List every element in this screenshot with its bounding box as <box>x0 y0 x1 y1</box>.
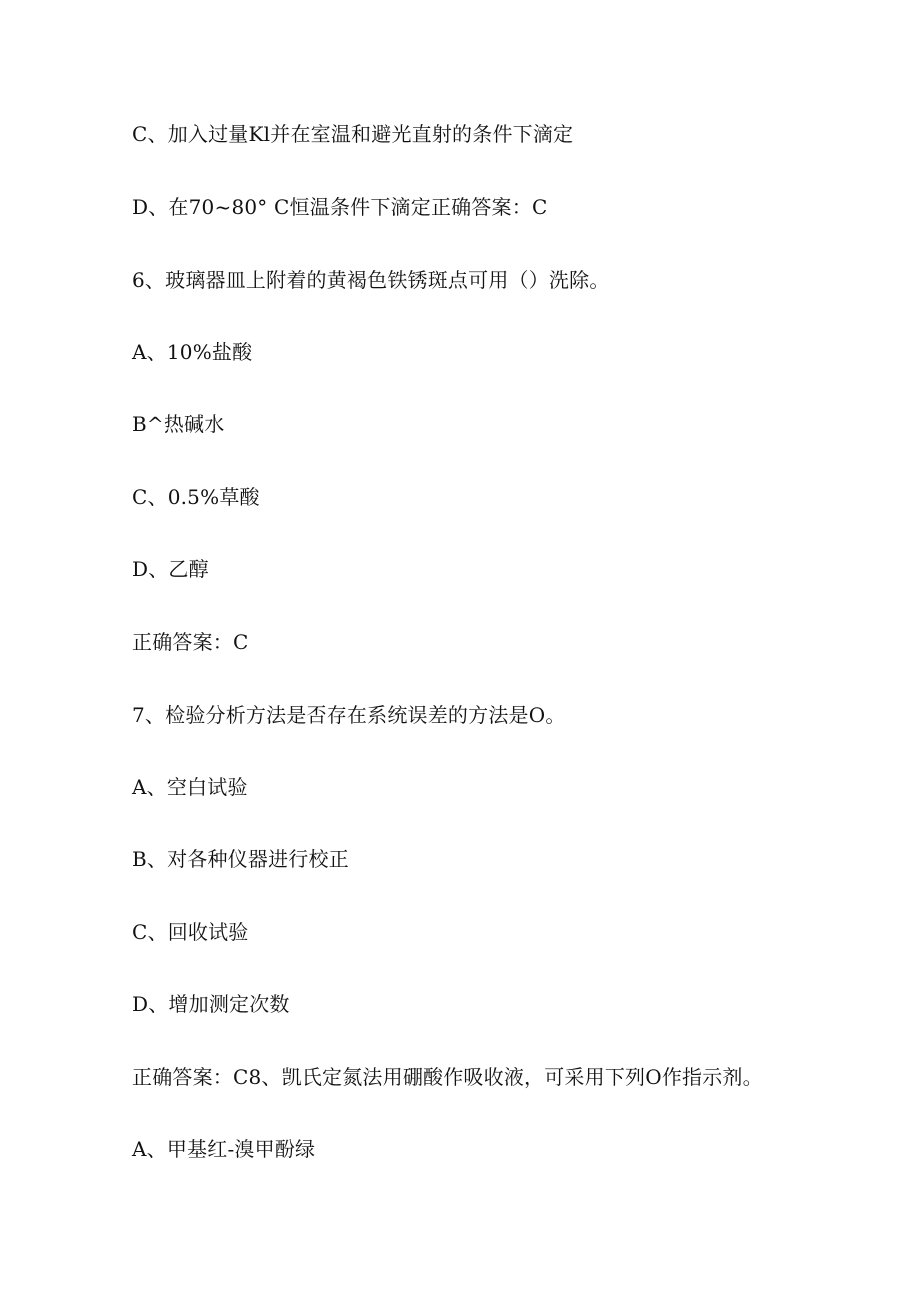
question-6-option-d: D、乙醇 <box>132 557 209 581</box>
question-6-option-a: A、10%盐酸 <box>132 340 253 364</box>
option-c-line: C、加入过量Kl并在室温和避光直射的条件下滴定 <box>132 122 574 146</box>
answer-and-question-8: 正确答案：C8、凯氏定氮法用硼酸作吸收液，可采用下列O作指示剂。 <box>132 1065 763 1089</box>
question-7-option-a: A、空白试验 <box>132 775 248 799</box>
question-6: 6、玻璃器皿上附着的黄褐色铁锈斑点可用（）洗除。 <box>132 268 610 292</box>
question-6-option-b: B^热碱水 <box>132 412 225 436</box>
question-6-option-c: C、0.5%草酸 <box>132 485 260 509</box>
question-7: 7、检验分析方法是否存在系统误差的方法是O。 <box>132 703 566 727</box>
question-6-answer: 正确答案：C <box>132 630 249 654</box>
option-d-with-answer-line: D、在70~80° C恒温条件下滴定正确答案：C <box>132 195 548 219</box>
question-7-option-c: C、回收试验 <box>132 920 249 944</box>
question-8-option-a: A、甲基红-溴甲酚绿 <box>132 1137 316 1161</box>
question-7-option-d: D、增加测定次数 <box>132 992 290 1016</box>
question-7-option-b: B、对各种仪器进行校正 <box>132 847 349 871</box>
